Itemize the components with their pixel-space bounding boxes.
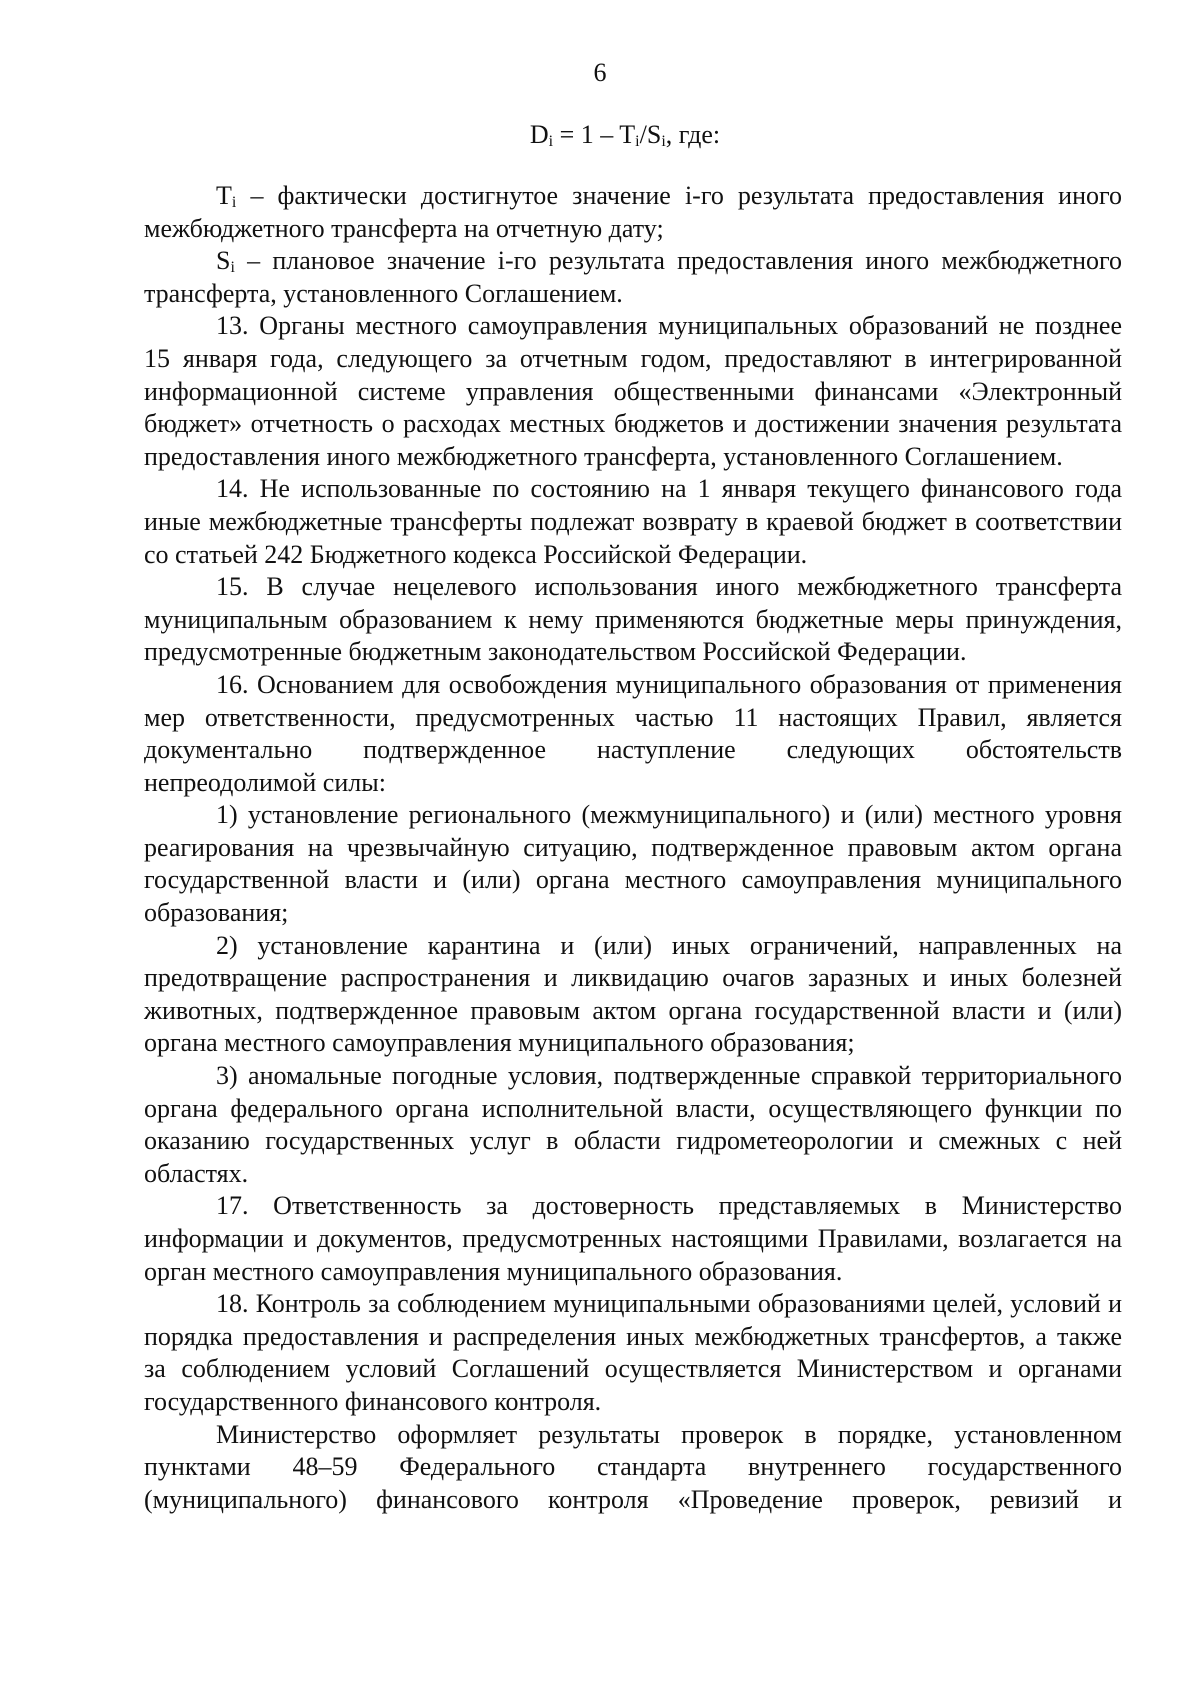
formula-d-subscript: i [548,133,554,150]
paragraph-16-item-3: 3) аномальные погодные условия, подтвержденные справкой территориального органа федерального органа исполнительной власти, осуществляющего функции по оказанию государственных услуг в области гидрометеорологии и смежных с ней областях. [144,1061,1122,1188]
definition-ti-text: – фактически достигнутое значение i-го результата предоставления иного межбюджетного трансферта на отчетную дату; [144,181,1122,243]
definition-si-text: – плановое значение i-го результата предоставления иного межбюджетного трансферта, установленного Соглашением. [144,246,1122,308]
definition-ti-symbol: T [216,181,232,210]
definition-ti-subscript: i [231,194,237,211]
formula-t-subscript: i [635,133,640,150]
paragraph-ministry-checks: Министерство оформляет результаты проверок в порядке, установленном пунктами 48–59 Федерального стандарта внутреннего государственного (муниципального) финансового контроля «Проведение проверок, ревизий и [144,1419,1122,1514]
formula-tail: , где: [665,120,721,149]
paragraph-16-item-1: 1) установление регионального (межмуниципального) и (или) местного уровня реагирования на чрезвычайную ситуацию, подтвержденное правовым актом органа государственной власти и (или) органа местного самоуправления муниципального образования; [144,800,1122,928]
paragraph-15: 15. В случае нецелевого использования иного межбюджетного трансферта муниципальным образованием к нему применяются бюджетные меры принуждения, предусмотренные бюджетным законодательством Российской Федерации. [144,572,1122,667]
document-body [144,180,1122,1516]
paragraph-14: 14. Не использованные по состоянию на 1 января текущего финансового года иные межбюджетные трансферты подлежат возврату в краевой бюджет в соответствии со статьей 242 Бюджетного кодекса Российской Федерации. [144,474,1122,569]
formula-middle: = 1 – T [553,120,636,149]
definition-si-symbol: S [216,246,231,276]
definition-si-subscript: i [230,259,235,277]
definition-ti [144,180,1122,245]
paragraph-18: 18. Контроль за соблюдением муниципальными образованиями целей, условий и порядка предоставления и распределения иных межбюджетных трансфертов, а также за соблюдением условий Соглашений осуществляется Министерством и органами государственного финансового контроля. [144,1289,1122,1416]
definition-si [144,245,1122,310]
paragraph-13: 13. Органы местного самоуправления муниципальных образований не позднее 15 января года, следующего за отчетным годом, предоставляют в интегрированной информационной системе управления общественными финансами «Электронный бюджет» отчетность о расходах местных бюджетов и достижении значения результата предоставления иного межбюджетного трансферта, установленного Соглашением. [144,311,1122,471]
formula-d-symbol: D [529,120,549,149]
paragraph-17: 17. Ответственность за достоверность представляемых в Министерство информации и документов, предусмотренных настоящими Правилами, возлагается на орган местного самоуправления муниципального образования. [144,1191,1122,1286]
page-number: 6 [593,58,607,87]
formula-slash-s: /S [639,120,662,149]
formula [0,120,1200,150]
paragraph-16: 16. Основанием для освобождения муниципального образования от применения мер ответственности, предусмотренных частью 11 настоящих Правил, является документально подтвержденное наступление следующих обстоятельств непреодолимой силы: [144,669,1122,797]
formula-s-subscript: i [661,133,666,150]
paragraph-16-item-2: 2) установление карантина и (или) иных ограничений, направленных на предотвращение распространения и ликвидацию очагов заразных и иных болезней животных, подтвержденное правовым актом органа государственной власти и (или) органа местного самоуправления муниципального образования; [144,930,1122,1058]
